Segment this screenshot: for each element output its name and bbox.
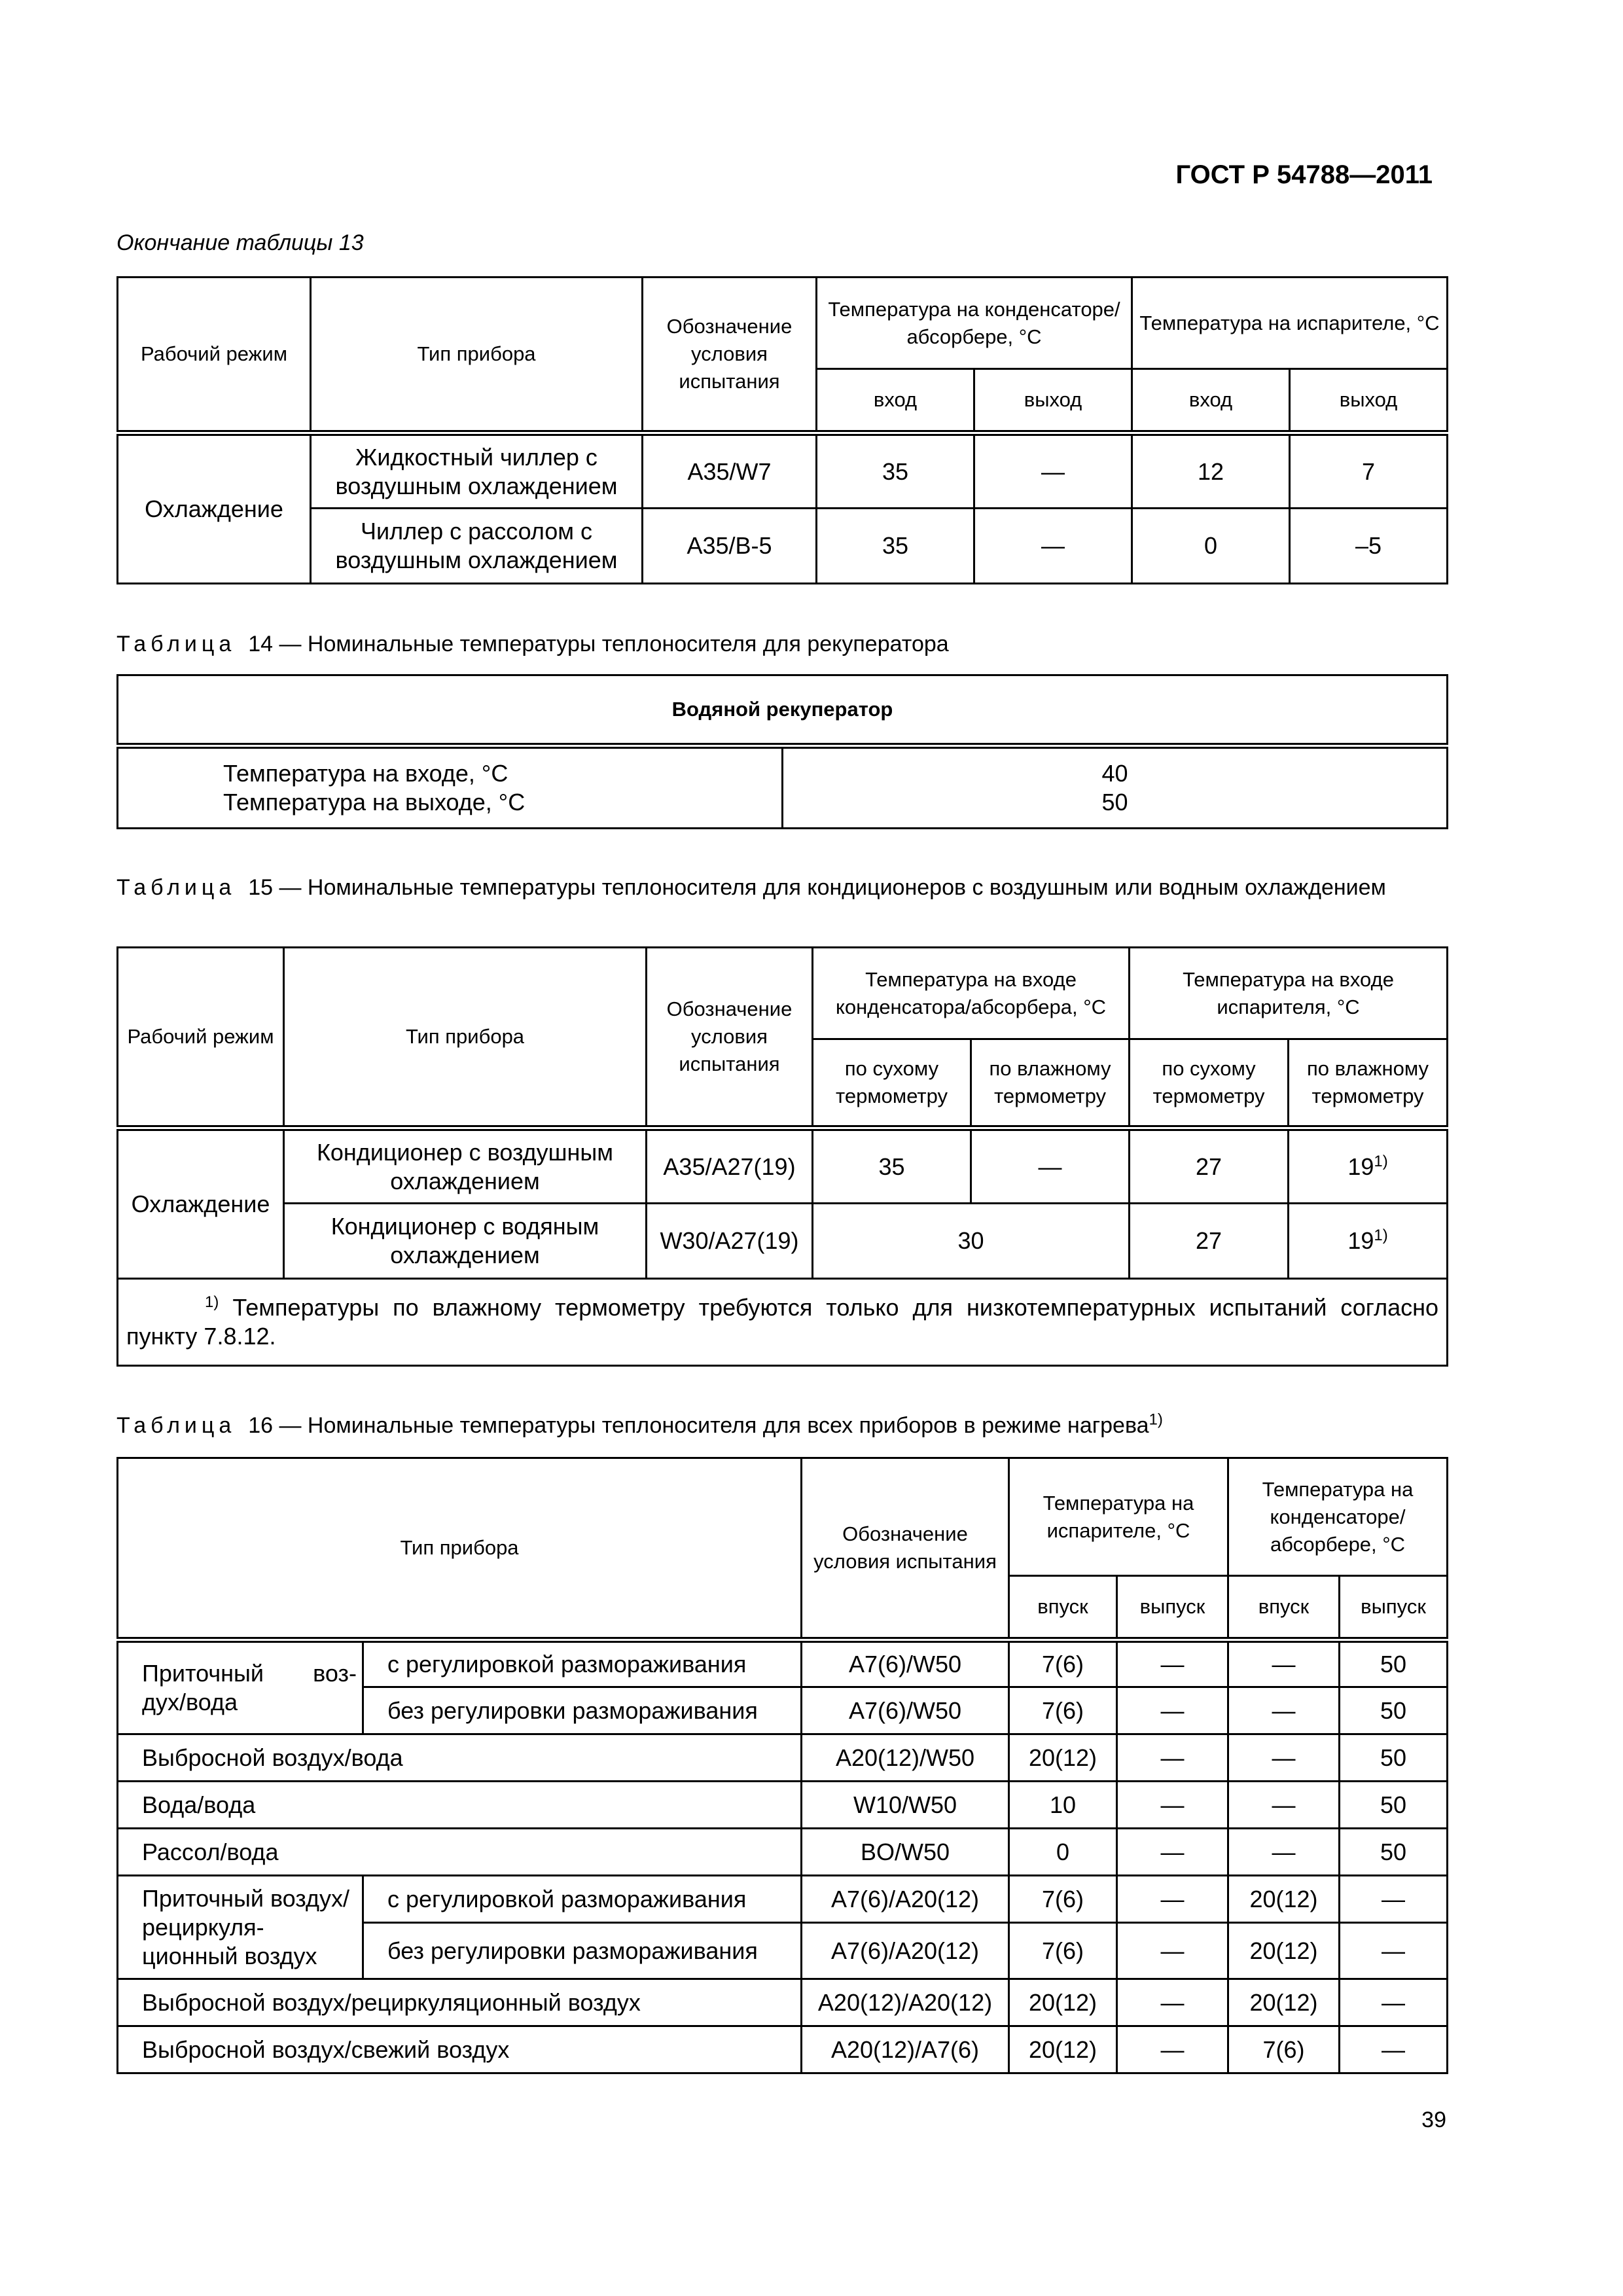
table15-caption-text: 15 — Номинальные температуры теплоносителя для кондиционеров с воздушным или водным охлаждением bbox=[248, 875, 1386, 900]
t15-header-evap-dry: по сухому термометру bbox=[1130, 1039, 1289, 1128]
table-row bbox=[118, 1876, 1448, 1923]
t16-value-cell: 50 bbox=[1340, 1687, 1448, 1734]
t16-value-cell: — bbox=[1228, 1829, 1340, 1876]
t16-value-cell: — bbox=[1117, 1782, 1228, 1829]
table14-caption-text: 14 — Номинальные температуры теплоносителя для рекуператора bbox=[248, 632, 949, 656]
t13-type-cell: Чиллер с рассолом с воздушным охлаждением bbox=[311, 509, 643, 584]
t16-value-cell: 7(6) bbox=[1228, 2026, 1340, 2073]
t13-mode-cell: Охлаждение bbox=[118, 433, 311, 584]
t15-cond-cell: W30/A27(19) bbox=[647, 1204, 813, 1279]
table-row bbox=[118, 1204, 1448, 1279]
t14-label-in: Температура на входе, °C bbox=[223, 760, 508, 787]
t15-value-cell: 27 bbox=[1130, 1128, 1289, 1204]
t13-cond-cell: A35/B-5 bbox=[643, 509, 817, 584]
t15-wet-value: 19 bbox=[1347, 1227, 1374, 1254]
t16-value-cell: 20(12) bbox=[1009, 2026, 1117, 2073]
table-16 bbox=[116, 1457, 1448, 2074]
t16-cond-cell: W10/W50 bbox=[802, 1782, 1009, 1829]
t15-value-cell-merged: 30 bbox=[813, 1204, 1130, 1279]
standard-code: ГОСТ Р 54788—2011 bbox=[1175, 160, 1433, 189]
t13-header-evap-in: вход bbox=[1132, 369, 1290, 433]
t13-value-cell: 7 bbox=[1290, 433, 1448, 509]
t16-value-cell: — bbox=[1117, 1876, 1228, 1923]
t13-header-condition: Обозначение условия испытания bbox=[643, 278, 817, 433]
t16-cond-cell: A7(6)/W50 bbox=[802, 1640, 1009, 1687]
t15-value-cell: 35 bbox=[813, 1128, 971, 1204]
t16-value-cell: — bbox=[1340, 1923, 1448, 1979]
footnote-ref: 1) bbox=[1374, 1152, 1388, 1170]
t16-value-cell: — bbox=[1228, 1687, 1340, 1734]
t16-header-evap-out: выпуск bbox=[1117, 1576, 1228, 1640]
t16-value-cell: 50 bbox=[1340, 1734, 1448, 1782]
t16-value-cell: — bbox=[1117, 1829, 1228, 1876]
t13-value-cell: 0 bbox=[1132, 509, 1290, 584]
t15-header-cond-dry: по сухому термометру bbox=[813, 1039, 971, 1128]
t15-header-type: Тип прибора bbox=[284, 948, 647, 1128]
t16-value-cell: 7(6) bbox=[1009, 1876, 1117, 1923]
t15-mode-cell: Охлаждение bbox=[118, 1128, 284, 1279]
t16-value-cell: 10 bbox=[1009, 1782, 1117, 1829]
t13-value-cell: — bbox=[974, 509, 1132, 584]
table16-caption-text: 16 — Номинальные температуры теплоносителя для всех приборов в режиме нагрева bbox=[248, 1413, 1149, 1438]
t16-header-condition: Обозначение условия испытания bbox=[802, 1458, 1009, 1640]
t16-value-cell: 7(6) bbox=[1009, 1923, 1117, 1979]
t16-value-cell: — bbox=[1340, 1979, 1448, 2026]
t16-value-cell: 50 bbox=[1340, 1782, 1448, 1829]
table-15 bbox=[116, 946, 1448, 1367]
table13-continuation-caption: Окончание таблицы 13 bbox=[116, 230, 364, 255]
t16-value-cell: — bbox=[1228, 1782, 1340, 1829]
t16-header-evap-in: впуск bbox=[1009, 1576, 1117, 1640]
t16-cond-cell: A20(12)/W50 bbox=[802, 1734, 1009, 1782]
t16-header-condenser: Температура на конденсаторе/ абсорбере, °C bbox=[1228, 1458, 1448, 1576]
t13-header-evaporator: Температура на испарителе, °C bbox=[1132, 278, 1448, 369]
table-row bbox=[118, 2026, 1448, 2073]
t16-value-cell: 20(12) bbox=[1228, 1979, 1340, 2026]
t16-value-cell: 7(6) bbox=[1009, 1640, 1117, 1687]
t16-value-cell: 20(12) bbox=[1009, 1734, 1117, 1782]
t16-header-cond-in: впуск bbox=[1228, 1576, 1340, 1640]
t15-value-cell: — bbox=[971, 1128, 1130, 1204]
t16-value-cell: — bbox=[1228, 1734, 1340, 1782]
t15-footnote bbox=[118, 1279, 1448, 1366]
t15-header-evaporator: Температура на входе испарителя, °C bbox=[1130, 948, 1448, 1039]
table14-caption bbox=[116, 630, 1446, 658]
t16-value-cell: — bbox=[1117, 1923, 1228, 1979]
t16-type-cell: Вода/вода bbox=[118, 1782, 802, 1829]
t16-value-cell: — bbox=[1117, 2026, 1228, 2073]
t13-value-cell: 35 bbox=[817, 433, 974, 509]
t15-header-mode: Рабочий режим bbox=[118, 948, 284, 1128]
t14-label-out: Температура на выходе, °C bbox=[223, 789, 526, 816]
t15-value-cell bbox=[1289, 1204, 1448, 1279]
t16-cond-cell: A20(12)/A20(12) bbox=[802, 1979, 1009, 2026]
t15-cond-cell: A35/A27(19) bbox=[647, 1128, 813, 1204]
t15-type-cell: Кондиционер с воздушным охлаждением bbox=[284, 1128, 647, 1204]
t15-header-condenser: Температура на входе конденсатора/абсорбера, °C bbox=[813, 948, 1130, 1039]
footnote-ref: 1) bbox=[1149, 1410, 1163, 1429]
t16-value-cell: — bbox=[1228, 1640, 1340, 1687]
t16-value-cell: 0 bbox=[1009, 1829, 1117, 1876]
t13-header-mode: Рабочий режим bbox=[118, 278, 311, 433]
t16-cond-cell: A7(6)/W50 bbox=[802, 1687, 1009, 1734]
t13-value-cell: — bbox=[974, 433, 1132, 509]
t16-header-cond-out: выпуск bbox=[1340, 1576, 1448, 1640]
t15-wet-value: 19 bbox=[1347, 1153, 1374, 1180]
t13-header-cond-out: выход bbox=[974, 369, 1132, 433]
table16-caption-word: Таблица bbox=[116, 1413, 236, 1438]
t16-value-cell: 50 bbox=[1340, 1640, 1448, 1687]
footnote-ref: 1) bbox=[1374, 1227, 1388, 1244]
table15-caption-word: Таблица bbox=[116, 875, 236, 900]
t16-value-cell: 7(6) bbox=[1009, 1687, 1117, 1734]
t16-value-cell: 20(12) bbox=[1009, 1979, 1117, 2026]
table-row bbox=[118, 433, 1448, 509]
t14-value-out: 50 bbox=[1101, 789, 1128, 816]
table-row bbox=[118, 1640, 1448, 1687]
t16-value-cell: 20(12) bbox=[1228, 1876, 1340, 1923]
table-row bbox=[118, 509, 1448, 584]
table-row bbox=[118, 1979, 1448, 2026]
t16-header-evaporator: Температура на испарителе, °C bbox=[1009, 1458, 1228, 1576]
table-14 bbox=[116, 674, 1448, 829]
t13-header-type: Тип прибора bbox=[311, 278, 643, 433]
t16-value-cell: 50 bbox=[1340, 1829, 1448, 1876]
t16-type-cell: Выбросной воздух/рециркуляционный воздух bbox=[118, 1979, 802, 2026]
t16-header-type: Тип прибора bbox=[118, 1458, 802, 1640]
t16-group-cell: Приточный воз- дух/вода bbox=[118, 1640, 363, 1734]
t15-header-cond-wet: по влажному термометру bbox=[971, 1039, 1130, 1128]
t13-type-cell: Жидкостный чиллер с воздушным охлаждением bbox=[311, 433, 643, 509]
t16-cond-cell: A7(6)/A20(12) bbox=[802, 1923, 1009, 1979]
table15-caption bbox=[116, 873, 1446, 902]
t16-value-cell: — bbox=[1340, 2026, 1448, 2073]
t16-subtype-cell: без регулировки размораживания bbox=[363, 1687, 802, 1734]
t13-cond-cell: A35/W7 bbox=[643, 433, 817, 509]
t16-subtype-cell: без регулировки размораживания bbox=[363, 1923, 802, 1979]
t16-value-cell: — bbox=[1117, 1979, 1228, 2026]
t13-header-evap-out: выход bbox=[1290, 369, 1448, 433]
t16-group-cell: Приточный воздух/рециркуля- ционный воздух bbox=[118, 1876, 363, 1979]
t16-type-cell: Выбросной воздух/свежий воздух bbox=[118, 2026, 802, 2073]
t16-subtype-cell: с регулировкой размораживания bbox=[363, 1876, 802, 1923]
table16-caption bbox=[116, 1411, 1446, 1440]
t14-values-cell bbox=[783, 746, 1448, 829]
t16-subtype-cell: с регулировкой размораживания bbox=[363, 1640, 802, 1687]
t15-header-condition: Обозначение условия испытания bbox=[647, 948, 813, 1128]
t16-value-cell: — bbox=[1117, 1687, 1228, 1734]
table-row bbox=[118, 1128, 1448, 1204]
table-row bbox=[118, 1782, 1448, 1829]
t16-value-cell: 20(12) bbox=[1228, 1923, 1340, 1979]
t13-header-condenser: Температура на конденсаторе/абсорбере, °C bbox=[817, 278, 1132, 369]
t13-header-cond-in: вход bbox=[817, 369, 974, 433]
t16-cond-cell: BO/W50 bbox=[802, 1829, 1009, 1876]
t15-value-cell: 27 bbox=[1130, 1204, 1289, 1279]
t16-value-cell: — bbox=[1340, 1876, 1448, 1923]
table-row bbox=[118, 1829, 1448, 1876]
t14-value-in: 40 bbox=[1101, 760, 1128, 787]
t16-type-cell: Рассол/вода bbox=[118, 1829, 802, 1876]
t14-header: Водяной рекуператор bbox=[118, 675, 1448, 746]
t13-value-cell: –5 bbox=[1290, 509, 1448, 584]
t14-labels-cell bbox=[118, 746, 783, 829]
t15-type-cell: Кондиционер с водяным охлаждением bbox=[284, 1204, 647, 1279]
page-number: 39 bbox=[1421, 2108, 1446, 2132]
table-13 bbox=[116, 276, 1448, 584]
footnote-mark: 1) bbox=[205, 1293, 219, 1311]
footnote-text: Температуры по влажному термометру требуются только для низкотемпературных испытаний согласно пункту 7.8.12. bbox=[126, 1294, 1439, 1350]
t16-cond-cell: A20(12)/A7(6) bbox=[802, 2026, 1009, 2073]
t15-value-cell bbox=[1289, 1128, 1448, 1204]
t13-value-cell: 12 bbox=[1132, 433, 1290, 509]
t15-header-evap-wet: по влажному термометру bbox=[1289, 1039, 1448, 1128]
table-row bbox=[118, 1734, 1448, 1782]
t13-value-cell: 35 bbox=[817, 509, 974, 584]
t16-value-cell: — bbox=[1117, 1734, 1228, 1782]
t16-cond-cell: A7(6)/A20(12) bbox=[802, 1876, 1009, 1923]
t16-type-cell: Выбросной воздух/вода bbox=[118, 1734, 802, 1782]
t16-value-cell: — bbox=[1117, 1640, 1228, 1687]
table14-caption-word: Таблица bbox=[116, 632, 236, 656]
